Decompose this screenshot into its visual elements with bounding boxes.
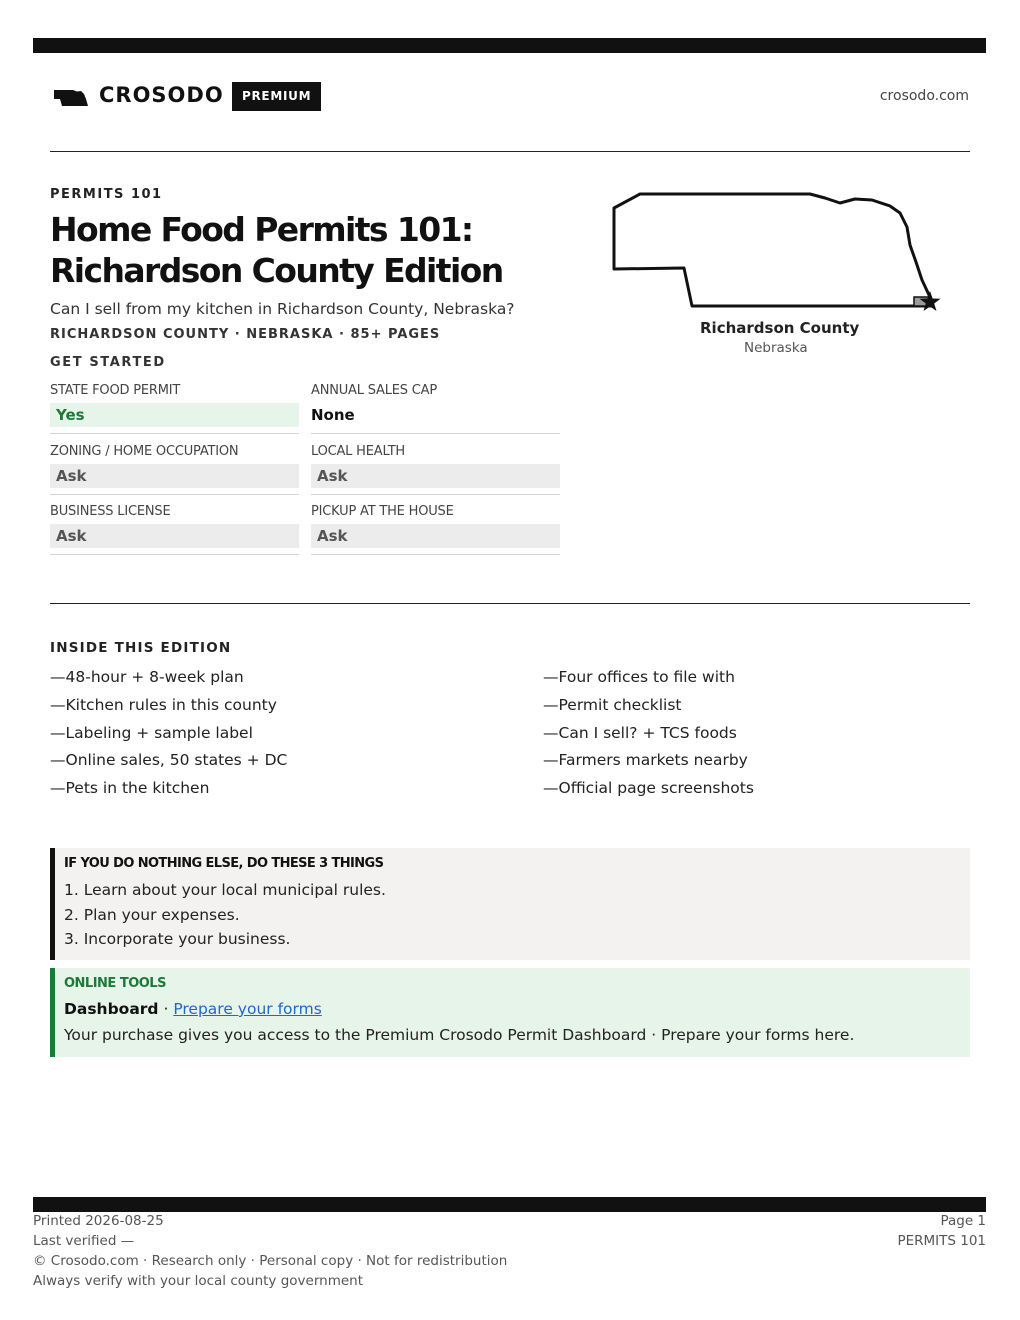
site-url[interactable]: crosodo.com <box>879 88 969 104</box>
fact-zoning <box>50 443 299 495</box>
section-divider <box>50 603 970 604</box>
top-rule-bar <box>33 38 986 53</box>
edition-meta: RICHARDSON COUNTY · NEBRASKA · 85+ PAGES <box>50 327 441 342</box>
quick-facts-grid <box>50 382 560 557</box>
fact-label: BUSINESS LICENSE <box>50 504 171 519</box>
callout-item: 2. Plan your expenses. <box>64 905 240 924</box>
fact-business-license <box>50 503 299 555</box>
fact-value-ask: Ask <box>50 524 299 548</box>
page-title <box>50 209 590 291</box>
map-state-label: Nebraska <box>744 340 808 356</box>
toc-right-column <box>543 667 754 806</box>
toc-item: —Pets in the kitchen <box>50 779 210 798</box>
callout-item: 1. Learn about your local municipal rules. <box>64 881 386 899</box>
toc-left-column <box>50 667 287 806</box>
section-kicker: PERMITS 101 <box>50 187 163 202</box>
bottom-rule-bar <box>33 1197 986 1212</box>
map-county-label: Richardson County <box>700 319 860 337</box>
get-started-heading: GET STARTED <box>50 355 166 370</box>
last-verified: Last verified — <box>33 1233 135 1249</box>
fact-value-yes: Yes <box>50 403 299 427</box>
page-number: Page 1 <box>940 1213 986 1229</box>
callout-title: IF YOU DO NOTHING ELSE, DO THESE 3 THINGS <box>64 856 384 871</box>
tools-description: Your purchase gives you access to the Premium Crosodo Permit Dashboard · Prepare your forms here. <box>64 1026 855 1044</box>
tools-dashboard-line <box>64 1000 322 1018</box>
fact-pickup-at-house <box>311 503 560 555</box>
toc-item: —Permit checklist <box>543 695 682 714</box>
title-line-1: Home Food Permits 101: <box>50 210 473 249</box>
header-divider <box>50 151 970 152</box>
callout-list <box>64 880 386 954</box>
fact-value-none: None <box>311 406 355 424</box>
masthead <box>50 80 970 114</box>
toc-item: —Can I sell? + TCS foods <box>543 723 737 742</box>
toc-item: —Farmers markets nearby <box>543 751 748 770</box>
prepare-forms-link[interactable]: Prepare your forms <box>173 1000 322 1018</box>
printed-date: Printed 2026-08-25 <box>33 1213 164 1229</box>
fact-value-ask: Ask <box>311 464 560 488</box>
title-line-2: Richardson County Edition <box>50 251 503 290</box>
toc-item: —Labeling + sample label <box>50 723 253 742</box>
toc-item: —Four offices to file with <box>543 668 735 686</box>
verify-disclaimer: Always verify with your local county government <box>33 1273 363 1289</box>
toc-item: —48-hour + 8-week plan <box>50 668 244 686</box>
fact-local-health <box>311 443 560 495</box>
brand-name[interactable]: CROSODO <box>99 83 224 107</box>
dashboard-label: Dashboard <box>64 1000 159 1018</box>
page-subtitle: Can I sell from my kitchen in Richardson County, Nebraska? <box>50 300 515 318</box>
fact-label: ANNUAL SALES CAP <box>311 383 437 398</box>
top-three-callout <box>50 848 970 960</box>
county-locator-map <box>600 185 960 360</box>
toc-item: —Kitchen rules in this county <box>50 695 277 714</box>
fact-label: PICKUP AT THE HOUSE <box>311 504 454 519</box>
fact-label: LOCAL HEALTH <box>311 444 406 459</box>
star-icon <box>920 291 941 311</box>
fact-value-ask: Ask <box>50 464 299 488</box>
callout-item: 3. Incorporate your business. <box>64 930 291 948</box>
fact-annual-sales-cap <box>311 382 560 434</box>
nebraska-outline <box>600 185 960 315</box>
tools-title: ONLINE TOOLS <box>64 976 166 991</box>
nebraska-silhouette-icon <box>53 89 89 107</box>
separator: · <box>158 1000 174 1018</box>
copyright-notice: © Crosodo.com · Research only · Personal copy · Not for redistribution <box>33 1253 508 1269</box>
premium-badge: PREMIUM <box>232 82 321 111</box>
toc-item: —Online sales, 50 states + DC <box>50 751 288 770</box>
online-tools-panel <box>50 968 970 1057</box>
fact-state-food-permit <box>50 382 299 434</box>
toc-heading: INSIDE THIS EDITION <box>50 640 232 656</box>
fact-label: ZONING / HOME OCCUPATION <box>50 444 239 459</box>
fact-label: STATE FOOD PERMIT <box>50 383 181 398</box>
toc-item: —Official page screenshots <box>543 779 754 798</box>
footer-section: PERMITS 101 <box>897 1233 986 1249</box>
fact-value-ask: Ask <box>311 524 560 548</box>
